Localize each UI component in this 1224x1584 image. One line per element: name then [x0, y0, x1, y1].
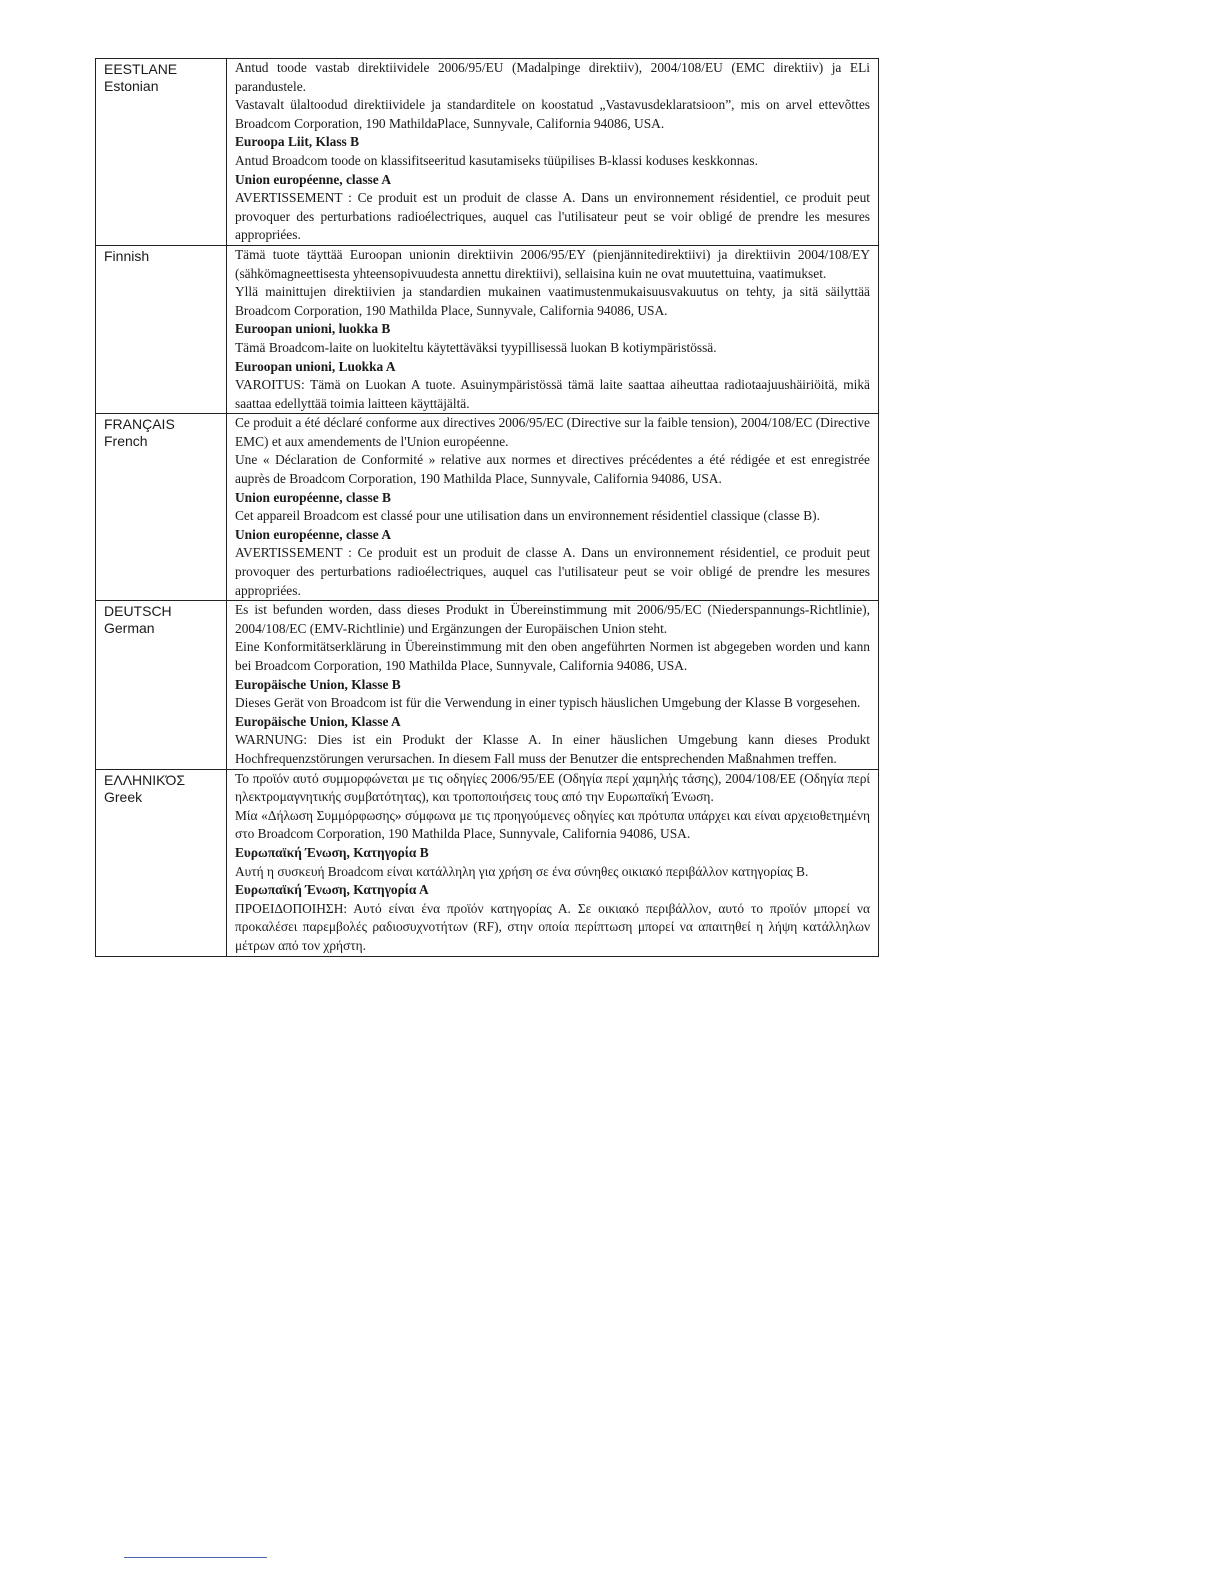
- declaration-paragraph: Yllä mainittujen direktiivien ja standardien mukainen vaatimustenmukaisuusvakuutus on tehty, ja sitä säilyttää Broadcom Corporation, 190 Mathilda Place, Sunnyvale, California 94086, USA.: [235, 284, 870, 318]
- compliance-table: [95, 58, 879, 957]
- declaration-paragraph: Το προϊόν αυτό συμμορφώνεται με τις οδηγίες 2006/95/ΕΕ (Οδηγία περί χαμηλής τάσης), 2004/108/ΕΕ (Οδηγία περί ηλεκτρομαγνητικής συμβατότητας), και τροποποιήσεις τους από την Ευρωπαϊκή Ένωση.: [235, 770, 870, 805]
- language-english-name: German: [104, 620, 155, 637]
- section-heading: Union européenne, classe B: [235, 489, 391, 505]
- declaration-paragraph: Tämä Broadcom-laite on luokiteltu käytettäväksi tyypillisessä luokan B kotiympäristössä.: [235, 339, 717, 355]
- declaration-paragraph: Antud toode vastab direktiividele 2006/95/EU (Madalpinge direktiiv), 2004/108/EU (EMC direktiiv) ja ELi parandustele.: [235, 60, 870, 94]
- table-row: [96, 601, 879, 769]
- section-heading: Union européenne, classe A: [235, 526, 391, 542]
- section-heading: Euroopan unioni, Luokka A: [235, 358, 396, 374]
- footnote-separator: [124, 1557, 267, 1558]
- language-native-name: Finnish: [104, 247, 150, 264]
- declaration-paragraph: ΠΡΟΕΙΔΟΠΟΙΗΣΗ: Αυτό είναι ένα προϊόν κατηγορίας Α. Σε οικιακό περιβάλλον, αυτό το προϊόν μπορεί να προκαλέσει παρεμβολές ραδιοσυχνοτήτων (RF), στην οποία περίπτωση μπορεί να απαιτηθεί η λήψη κατάλληλων μέτρων από τον χρήστη.: [235, 900, 870, 953]
- declaration-text-cell: [227, 414, 879, 601]
- declaration-paragraph: Vastavalt ülaltoodud direktiividele ja standarditele on koostatud „Vastavusdeklaratsioon”, mis on arvel ettevõttes Broadcom Corporation, 190 MathildaPlace, Sunnyvale, California 94086, USA.: [235, 97, 870, 131]
- table-row: [96, 769, 879, 956]
- declaration-paragraph: Tämä tuote täyttää Euroopan unionin direktiivin 2006/95/EY (pienjännitedirektiivi) ja direktiivin 2004/108/EY (sähkömagneettisesta yhteensopivuudesta annettu direktiivi), sellaisina kuin ne ovat muutettuina, vaatimukset.: [235, 246, 870, 281]
- language-english-name: French: [104, 433, 148, 450]
- language-english-name: Greek: [104, 788, 143, 805]
- declaration-paragraph: Ce produit a été déclaré conforme aux directives 2006/95/EC (Directive sur la faible tension), 2004/108/EC (Directive EMC) et aux amendements de l'Union européenne.: [235, 415, 870, 449]
- section-heading: Euroopan unioni, luokka B: [235, 321, 391, 337]
- table-row: [96, 414, 879, 601]
- section-heading: Ευρωπαϊκή Ένωση, Κατηγορία Β: [235, 844, 429, 860]
- declaration-text-cell: [227, 601, 879, 769]
- declaration-paragraph: Cet appareil Broadcom est classé pour une utilisation dans un environnement résidentiel classique (classe B).: [235, 508, 820, 524]
- table-row: [96, 59, 879, 246]
- language-cell: [96, 601, 227, 769]
- compliance-table-body: [96, 59, 879, 957]
- language-english-name: Estonian: [104, 78, 159, 94]
- declaration-paragraph: AVERTISSEMENT : Ce produit est un produit de classe A. Dans un environnement résidentiel, ce produit peut provoquer des perturbations radioélectriques, auquel cas l'utilisateur peut se voir obligé de prendre les mesures appropriées.: [235, 545, 870, 598]
- language-native-name: ΕΛΛΗΝΙΚΌΣ: [104, 771, 185, 788]
- declaration-text-cell: [227, 245, 879, 413]
- declaration-text-cell: [227, 59, 879, 246]
- section-heading: Euroopa Liit, Klass B: [235, 134, 360, 150]
- language-cell: [96, 59, 227, 246]
- section-heading: Ευρωπαϊκή Ένωση, Κατηγορία Α: [235, 882, 429, 898]
- declaration-paragraph: Αυτή η συσκευή Broadcom είναι κατάλληλη για χρήση σε ένα σύνηθες οικιακό περιβάλλον κατηγορίας Β.: [235, 863, 809, 879]
- declaration-paragraph: Eine Konformitätserklärung in Übereinstimmung mit den oben angeführten Normen ist abgegeben worden und kann bei Broadcom Corporation, 190 Mathilda Place, Sunnyvale, California 94086, USA.: [235, 639, 870, 673]
- declaration-paragraph: VAROITUS: Tämä on Luokan A tuote. Asuinympäristössä tämä laite saattaa aiheuttaa radiotaajuushäiriöitä, mikä saattaa edellyttää toimia laitteen käyttäjältä.: [235, 377, 870, 411]
- table-row: [96, 245, 879, 413]
- declaration-text-cell: [227, 769, 879, 956]
- section-heading: Europäische Union, Klasse A: [235, 713, 401, 729]
- declaration-paragraph: Es ist befunden worden, dass dieses Produkt in Übereinstimmung mit 2006/95/EC (Niederspannungs-Richtlinie), 2004/108/EC (EMV-Richtlinie) und Ergänzungen der Europäischen Union steht.: [235, 602, 870, 636]
- declaration-paragraph: Antud Broadcom toode on klassifitseeritud kasutamiseks tüüpilises B-klassi koduses keskkonnas.: [235, 152, 758, 168]
- language-native-name: EESTLANE: [104, 61, 178, 77]
- declaration-paragraph: AVERTISSEMENT : Ce produit est un produit de classe A. Dans un environnement résidentiel, ce produit peut provoquer des perturbations radioélectriques, auquel cas l'utilisateur peut se voir obligé de prendre les mesures appropriées.: [235, 190, 870, 243]
- language-native-name: DEUTSCH: [104, 603, 172, 620]
- language-cell: [96, 414, 227, 601]
- declaration-paragraph: WARNUNG: Dies ist ein Produkt der Klasse A. In einer häuslichen Umgebung kann dieses Produkt Hochfrequenzstörungen verursachen. In diesem Fall muss der Benutzer die entsprechenden Maßnahmen treffen.: [235, 732, 870, 766]
- declaration-paragraph: Μία «Δήλωση Συμμόρφωσης» σύμφωνα με τις προηγούμενες οδηγίες και πρότυπα υπάρχει και είναι αρχειοθετημένη στο Broadcom Corporation, 190 Mathilda Place, Sunnyvale, California 94086, USA.: [235, 807, 870, 842]
- section-heading: Europäische Union, Klasse B: [235, 676, 401, 692]
- declaration-paragraph: Une « Déclaration de Conformité » relative aux normes et directives précédentes a été rédigée et est enregistrée auprès de Broadcom Corporation, 190 Mathilda Place, Sunnyvale, California 94086, USA.: [235, 452, 870, 487]
- language-cell: [96, 245, 227, 413]
- declaration-paragraph: Dieses Gerät von Broadcom ist für die Verwendung in einer typisch häuslichen Umgebung der Klasse B vorgesehen.: [235, 695, 861, 711]
- language-cell: [96, 769, 227, 956]
- language-native-name: FRANÇAIS: [104, 416, 175, 433]
- section-heading: Union européenne, classe A: [235, 171, 391, 187]
